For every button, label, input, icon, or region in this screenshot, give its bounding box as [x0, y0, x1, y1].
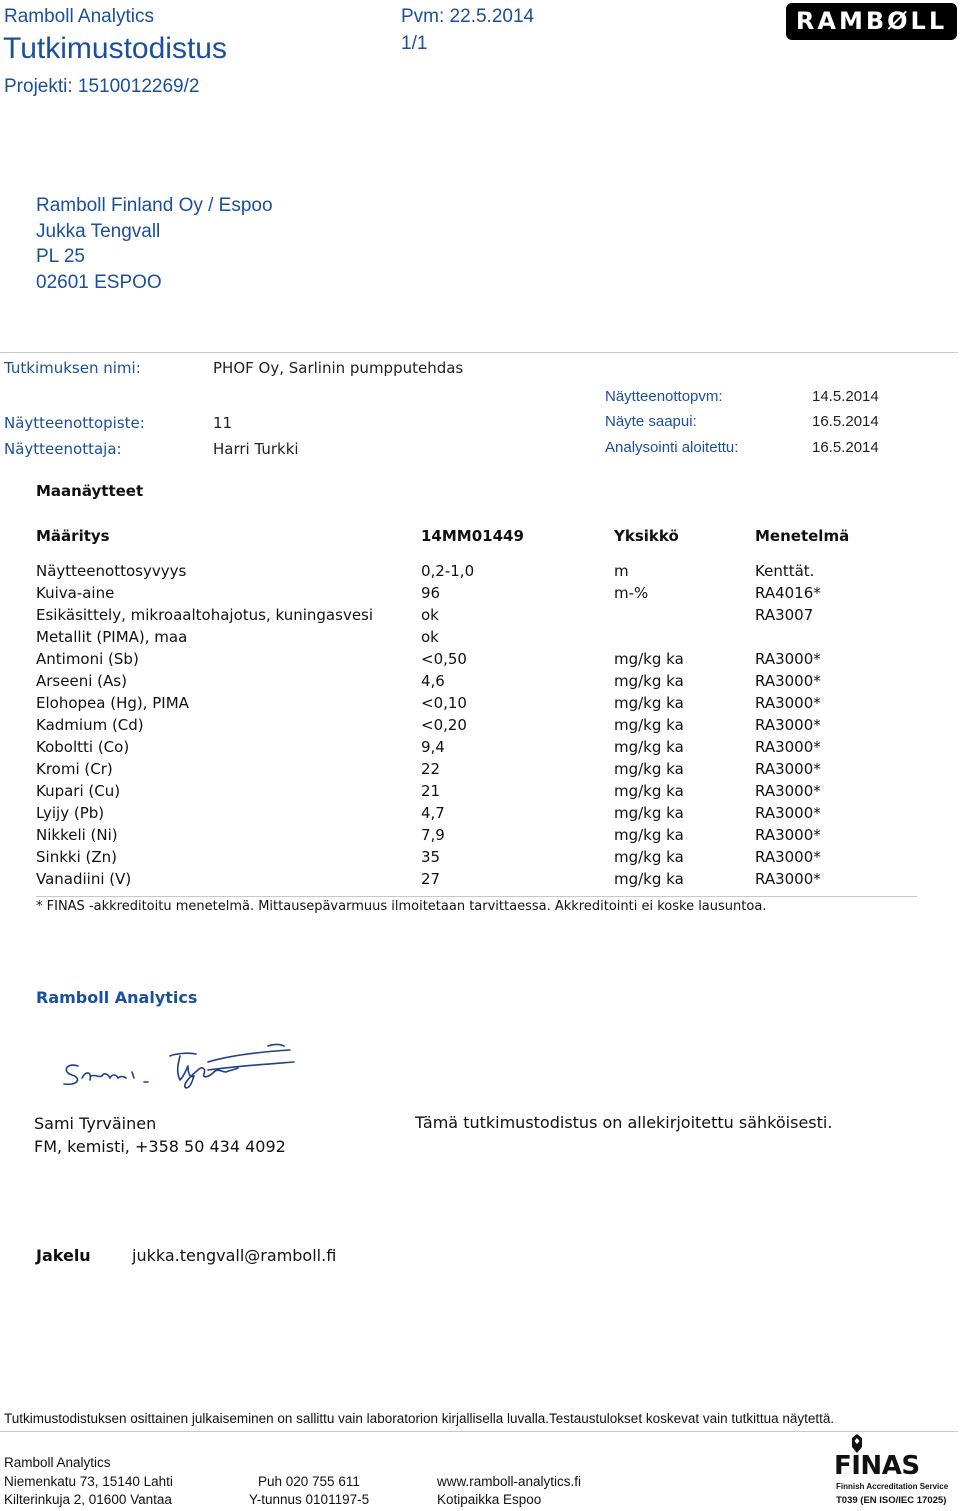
table-cell-result: <0,20 — [421, 716, 467, 734]
table-cell-result: 27 — [421, 870, 441, 888]
table-cell-method: RA3000* — [755, 804, 821, 822]
company-name: Ramboll Analytics — [4, 6, 154, 27]
table-cell-determination: Antimoni (Sb) — [36, 650, 139, 668]
table-cell-result: 96 — [421, 584, 441, 602]
table-cell-determination: Arseeni (As) — [36, 672, 127, 690]
sampling-point-value: 11 — [213, 414, 233, 432]
footer-business-id: Y-tunnus 0101197-5 — [249, 1492, 370, 1507]
table-cell-result: ok — [421, 628, 439, 646]
sampling-date-label: Näytteenottopvm: — [605, 388, 723, 405]
table-cell-result: 0,2-1,0 — [421, 562, 475, 580]
column-header-unit: Yksikkö — [614, 527, 679, 545]
table-cell-unit: mg/kg ka — [614, 848, 684, 866]
analysis-started-label: Analysointi aloitettu: — [605, 439, 739, 456]
table-cell-method: RA3000* — [755, 848, 821, 866]
table-cell-unit: m-% — [614, 584, 649, 602]
table-cell-unit: mg/kg ka — [614, 804, 684, 822]
signer-title: FM, kemisti, +358 50 434 4092 — [34, 1137, 286, 1156]
table-cell-method: RA3007 — [755, 606, 814, 624]
table-cell-result: 4,7 — [421, 804, 445, 822]
table-cell-determination: Elohopea (Hg), PIMA — [36, 694, 189, 712]
study-name-value: PHOF Oy, Sarlinin pumpputehdas — [213, 359, 464, 377]
finas-logo — [832, 1433, 950, 1509]
table-cell-unit: mg/kg ka — [614, 694, 684, 712]
handwritten-signature — [58, 1042, 298, 1092]
signature-company: Ramboll Analytics — [36, 988, 198, 1007]
footer-website[interactable]: www.ramboll-analytics.fi — [437, 1474, 582, 1489]
divider — [0, 352, 958, 353]
electronic-signature-note: Tämä tutkimustodistus on allekirjoitettu sähköisesti. — [415, 1113, 833, 1132]
table-cell-unit: m — [614, 562, 629, 580]
table-cell-determination: Kupari (Cu) — [36, 782, 121, 800]
footer-divider — [0, 1431, 958, 1432]
signer-name: Sami Tyrväinen — [34, 1114, 157, 1133]
table-cell-result: <0,50 — [421, 650, 467, 668]
footer-address-vantaa: Kilterinkuja 2, 01600 Vantaa — [4, 1492, 172, 1507]
footer-address-lahti: Niemenkatu 73, 15140 Lahti — [4, 1474, 173, 1489]
footer-disclaimer: Tutkimustodistuksen osittainen julkaiseminen on sallittu vain laboratorion kirjallisella luvalla.Testaustulokset koskevat vain tutkittua näytettä. — [4, 1411, 835, 1426]
table-cell-method: RA3000* — [755, 826, 821, 844]
distribution-label: Jakelu — [36, 1246, 91, 1265]
table-cell-result: 7,9 — [421, 826, 445, 844]
table-cell-determination: Koboltti (Co) — [36, 738, 130, 756]
table-cell-method: RA3000* — [755, 760, 821, 778]
recipient-company: Ramboll Finland Oy / Espoo — [36, 195, 273, 216]
sampler-value: Harri Turkki — [213, 440, 299, 458]
ramboll-logo-text: RAMBØLL — [795, 7, 948, 35]
table-cell-method: RA3000* — [755, 738, 821, 756]
table-cell-unit: mg/kg ka — [614, 760, 684, 778]
table-cell-result: ok — [421, 606, 439, 624]
sampling-date-value: 14.5.2014 — [812, 388, 879, 405]
finas-logo-text: FINAS — [834, 1451, 920, 1481]
table-cell-result: 4,6 — [421, 672, 445, 690]
recipient-po-box: PL 25 — [36, 246, 85, 267]
table-cell-unit: mg/kg ka — [614, 650, 684, 668]
table-cell-determination: Näytteenottosyvyys — [36, 562, 187, 580]
column-header-determination: Määritys — [36, 527, 110, 545]
sample-arrived-label: Näyte saapui: — [605, 413, 697, 430]
sample-arrived-value: 16.5.2014 — [812, 413, 879, 430]
table-cell-unit: mg/kg ka — [614, 738, 684, 756]
table-cell-unit: mg/kg ka — [614, 672, 684, 690]
footer-phone: Puh 020 755 611 — [258, 1474, 360, 1489]
table-cell-determination: Metallit (PIMA), maa — [36, 628, 188, 646]
table-cell-determination: Lyijy (Pb) — [36, 804, 105, 822]
table-cell-result: 22 — [421, 760, 441, 778]
table-cell-unit: mg/kg ka — [614, 716, 684, 734]
table-cell-determination: Kuiva-aine — [36, 584, 115, 602]
table-cell-method: RA3000* — [755, 716, 821, 734]
column-header-sample-id: 14MM01449 — [421, 527, 524, 545]
table-cell-result: <0,10 — [421, 694, 467, 712]
table-cell-result: 21 — [421, 782, 441, 800]
table-cell-determination: Kadmium (Cd) — [36, 716, 144, 734]
table-bottom-rule — [36, 896, 917, 897]
finas-code: T039 (EN ISO/IEC 17025) — [836, 1495, 947, 1506]
section-title: Maanäytteet — [36, 482, 144, 500]
table-cell-method: Kenttät. — [755, 562, 815, 580]
table-cell-method: RA3000* — [755, 870, 821, 888]
sampler-label: Näytteenottaja: — [4, 440, 122, 458]
document-title: Tutkimustodistus — [3, 32, 227, 65]
sampling-point-label: Näytteenottopiste: — [4, 414, 145, 432]
table-cell-method: RA4016* — [755, 584, 821, 602]
table-cell-determination: Sinkki (Zn) — [36, 848, 117, 866]
table-cell-determination: Esikäsittely, mikroaaltohajotus, kuningasvesi — [36, 606, 374, 624]
table-cell-method: RA3000* — [755, 782, 821, 800]
document-date: Pvm: 22.5.2014 — [401, 6, 535, 27]
accreditation-note: * FINAS -akkreditoitu menetelmä. Mittausepävarmuus ilmoitetaan tarvittaessa. Akkreditointi ei koske lausuntoa. — [36, 899, 767, 914]
distribution-email[interactable]: jukka.tengvall@ramboll.fi — [132, 1246, 337, 1265]
finas-subtitle: Finnish Accreditation Service — [836, 1482, 949, 1491]
table-cell-method: RA3000* — [755, 694, 821, 712]
table-cell-unit: mg/kg ka — [614, 782, 684, 800]
table-cell-determination: Vanadiini (V) — [36, 870, 132, 888]
recipient-postcode: 02601 ESPOO — [36, 272, 162, 293]
footer-company: Ramboll Analytics — [4, 1455, 111, 1470]
page-number: 1/1 — [401, 33, 428, 54]
table-cell-determination: Nikkeli (Ni) — [36, 826, 118, 844]
table-cell-unit: mg/kg ka — [614, 870, 684, 888]
table-cell-result: 9,4 — [421, 738, 445, 756]
footer-domicile: Kotipaikka Espoo — [437, 1492, 542, 1507]
table-cell-method: RA3000* — [755, 650, 821, 668]
recipient-person: Jukka Tengvall — [36, 221, 161, 242]
analysis-started-value: 16.5.2014 — [812, 439, 879, 456]
table-cell-determination: Kromi (Cr) — [36, 760, 113, 778]
study-name-label: Tutkimuksen nimi: — [4, 359, 141, 377]
table-cell-result: 35 — [421, 848, 441, 866]
table-cell-method: RA3000* — [755, 672, 821, 690]
project-number: Projekti: 1510012269/2 — [4, 76, 200, 97]
table-cell-unit: mg/kg ka — [614, 826, 684, 844]
ramboll-logo — [786, 3, 957, 40]
column-header-method: Menetelmä — [755, 527, 850, 545]
